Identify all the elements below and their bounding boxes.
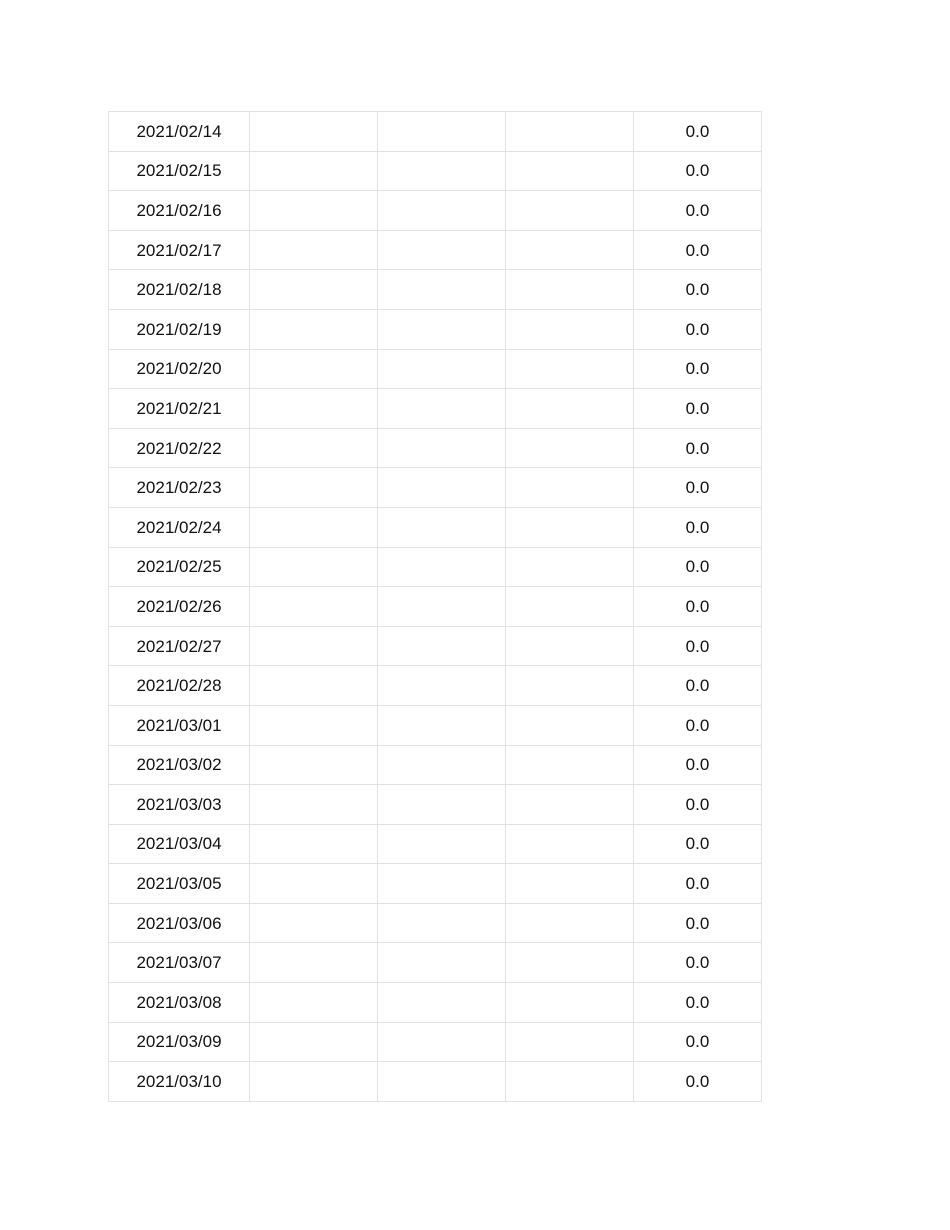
empty-cell (506, 112, 634, 152)
table-row (109, 309, 762, 349)
empty-cell (378, 705, 506, 745)
empty-cell (378, 507, 506, 547)
table-row (109, 666, 762, 706)
empty-cell (506, 309, 634, 349)
value-cell: 0.0 (634, 943, 762, 983)
value-cell: 0.0 (634, 151, 762, 191)
empty-cell (506, 903, 634, 943)
empty-cell (250, 864, 378, 904)
date-cell: 2021/02/26 (109, 587, 250, 627)
empty-cell (250, 428, 378, 468)
value-cell: 0.0 (634, 983, 762, 1023)
date-cell: 2021/02/20 (109, 349, 250, 389)
date-cell: 2021/03/03 (109, 785, 250, 825)
value-cell: 0.0 (634, 745, 762, 785)
table-row (109, 705, 762, 745)
empty-cell (378, 587, 506, 627)
empty-cell (378, 1022, 506, 1062)
value-cell: 0.0 (634, 428, 762, 468)
empty-cell (250, 151, 378, 191)
empty-cell (506, 428, 634, 468)
empty-cell (378, 270, 506, 310)
empty-cell (506, 1022, 634, 1062)
empty-cell (378, 864, 506, 904)
value-cell: 0.0 (634, 785, 762, 825)
table-row (109, 626, 762, 666)
date-cell: 2021/02/25 (109, 547, 250, 587)
date-cell: 2021/02/27 (109, 626, 250, 666)
table-row (109, 1062, 762, 1102)
date-cell: 2021/02/19 (109, 309, 250, 349)
table-row (109, 191, 762, 231)
empty-cell (506, 507, 634, 547)
empty-cell (250, 270, 378, 310)
empty-cell (250, 626, 378, 666)
empty-cell (506, 745, 634, 785)
table-row (109, 983, 762, 1023)
date-cell: 2021/03/08 (109, 983, 250, 1023)
date-cell: 2021/03/04 (109, 824, 250, 864)
table-row (109, 468, 762, 508)
date-cell: 2021/02/21 (109, 389, 250, 429)
empty-cell (378, 191, 506, 231)
empty-cell (506, 547, 634, 587)
empty-cell (250, 943, 378, 983)
empty-cell (250, 1022, 378, 1062)
date-cell: 2021/03/07 (109, 943, 250, 983)
table-row (109, 943, 762, 983)
empty-cell (506, 705, 634, 745)
empty-cell (378, 309, 506, 349)
value-cell: 0.0 (634, 666, 762, 706)
table-row (109, 428, 762, 468)
value-cell: 0.0 (634, 626, 762, 666)
value-cell: 0.0 (634, 270, 762, 310)
empty-cell (250, 112, 378, 152)
table-row (109, 824, 762, 864)
date-cell: 2021/03/02 (109, 745, 250, 785)
value-cell: 0.0 (634, 349, 762, 389)
empty-cell (378, 349, 506, 389)
empty-cell (506, 151, 634, 191)
empty-cell (250, 587, 378, 627)
date-cell: 2021/02/28 (109, 666, 250, 706)
empty-cell (378, 785, 506, 825)
value-cell: 0.0 (634, 309, 762, 349)
date-cell: 2021/02/18 (109, 270, 250, 310)
empty-cell (506, 270, 634, 310)
empty-cell (250, 349, 378, 389)
empty-cell (506, 626, 634, 666)
date-cell: 2021/03/10 (109, 1062, 250, 1102)
table-row (109, 389, 762, 429)
date-cell: 2021/02/15 (109, 151, 250, 191)
empty-cell (250, 983, 378, 1023)
empty-cell (250, 705, 378, 745)
empty-cell (378, 230, 506, 270)
empty-cell (378, 547, 506, 587)
empty-cell (506, 824, 634, 864)
empty-cell (250, 666, 378, 706)
value-cell: 0.0 (634, 587, 762, 627)
empty-cell (506, 785, 634, 825)
value-cell: 0.0 (634, 903, 762, 943)
table-row (109, 1022, 762, 1062)
value-cell: 0.0 (634, 112, 762, 152)
empty-cell (378, 943, 506, 983)
empty-cell (506, 1062, 634, 1102)
empty-cell (378, 626, 506, 666)
date-cell: 2021/02/22 (109, 428, 250, 468)
empty-cell (250, 785, 378, 825)
value-cell: 0.0 (634, 1022, 762, 1062)
empty-cell (506, 230, 634, 270)
data-table (108, 111, 762, 1102)
date-cell: 2021/02/17 (109, 230, 250, 270)
empty-cell (250, 1062, 378, 1102)
empty-cell (506, 389, 634, 429)
table-row (109, 507, 762, 547)
date-cell: 2021/02/23 (109, 468, 250, 508)
date-cell: 2021/02/14 (109, 112, 250, 152)
date-cell: 2021/02/16 (109, 191, 250, 231)
date-cell: 2021/03/01 (109, 705, 250, 745)
empty-cell (378, 983, 506, 1023)
table-row (109, 112, 762, 152)
table-row (109, 745, 762, 785)
empty-cell (378, 389, 506, 429)
table-row (109, 151, 762, 191)
value-cell: 0.0 (634, 1062, 762, 1102)
date-cell: 2021/03/09 (109, 1022, 250, 1062)
empty-cell (506, 587, 634, 627)
empty-cell (506, 983, 634, 1023)
value-cell: 0.0 (634, 705, 762, 745)
empty-cell (506, 349, 634, 389)
value-cell: 0.0 (634, 468, 762, 508)
empty-cell (250, 389, 378, 429)
table-row (109, 587, 762, 627)
empty-cell (250, 824, 378, 864)
date-cell: 2021/03/06 (109, 903, 250, 943)
value-cell: 0.0 (634, 824, 762, 864)
empty-cell (250, 230, 378, 270)
empty-cell (378, 745, 506, 785)
value-cell: 0.0 (634, 507, 762, 547)
empty-cell (378, 112, 506, 152)
empty-cell (378, 903, 506, 943)
table-row (109, 349, 762, 389)
empty-cell (506, 666, 634, 706)
value-cell: 0.0 (634, 864, 762, 904)
empty-cell (506, 943, 634, 983)
empty-cell (250, 547, 378, 587)
table-row (109, 270, 762, 310)
date-cell: 2021/02/24 (109, 507, 250, 547)
table-body (109, 112, 762, 1102)
empty-cell (250, 903, 378, 943)
empty-cell (250, 745, 378, 785)
empty-cell (506, 191, 634, 231)
table-row (109, 864, 762, 904)
empty-cell (378, 1062, 506, 1102)
empty-cell (506, 468, 634, 508)
value-cell: 0.0 (634, 230, 762, 270)
value-cell: 0.0 (634, 389, 762, 429)
table-row (109, 785, 762, 825)
table-row (109, 230, 762, 270)
empty-cell (250, 468, 378, 508)
empty-cell (378, 428, 506, 468)
empty-cell (378, 468, 506, 508)
table-row (109, 547, 762, 587)
value-cell: 0.0 (634, 191, 762, 231)
empty-cell (250, 507, 378, 547)
empty-cell (250, 191, 378, 231)
date-cell: 2021/03/05 (109, 864, 250, 904)
table-row (109, 903, 762, 943)
empty-cell (506, 864, 634, 904)
empty-cell (378, 666, 506, 706)
empty-cell (250, 309, 378, 349)
value-cell: 0.0 (634, 547, 762, 587)
empty-cell (378, 824, 506, 864)
empty-cell (378, 151, 506, 191)
